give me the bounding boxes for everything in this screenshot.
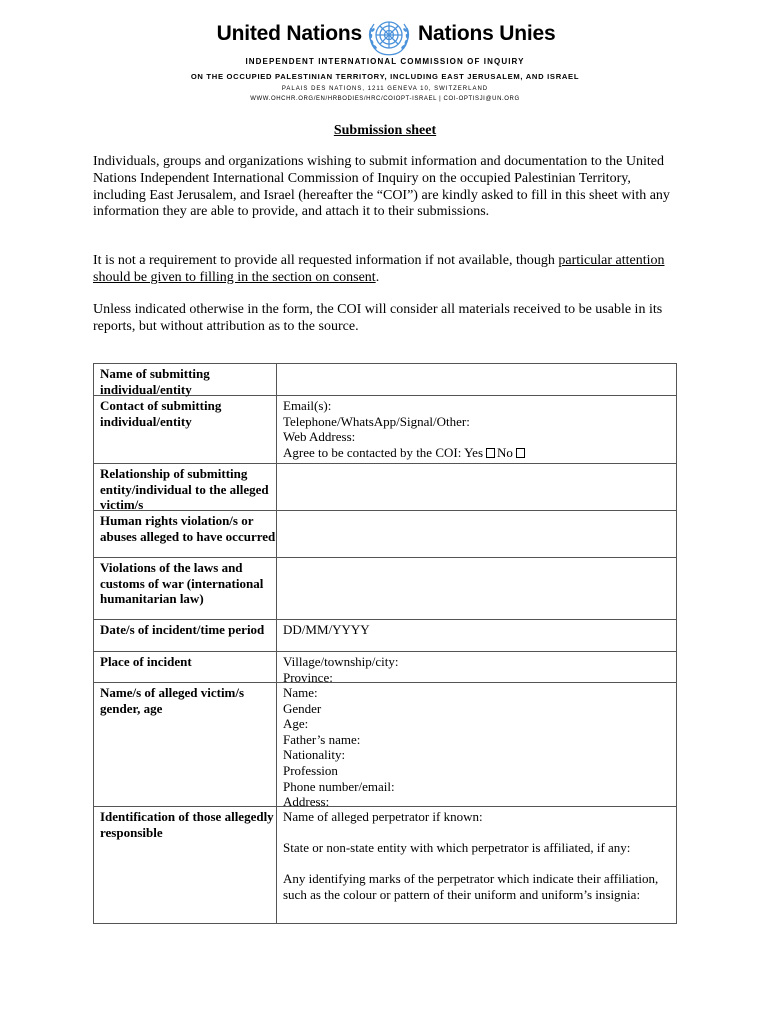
table-row bbox=[94, 558, 676, 620]
victims-field[interactable] bbox=[277, 683, 676, 810]
table-row bbox=[94, 807, 676, 923]
letterhead bbox=[0, 14, 770, 58]
date-format-hint: DD/MM/YYYY bbox=[283, 622, 370, 637]
village-field-label: Village/township/city: bbox=[283, 654, 399, 669]
yes-checkbox-icon[interactable] bbox=[486, 448, 495, 458]
row-label-ihl-violations: Violations of the laws and customs of war (international humanitarian law) bbox=[94, 558, 277, 619]
table-row bbox=[94, 683, 676, 810]
intro-paragraph: Individuals, groups and organizations wishing to submit information and documentation to the United Nations Independent International Commission of Inquiry on the occupied Palestinian Territory, including East Jerusalem, and Israel (hereafter the “COI”) are kindly asked to fill in this sheet with any information they are able to provide, and attach it to their submissions. bbox=[93, 154, 670, 220]
table-row bbox=[94, 396, 676, 464]
email-field-label: Email(s): bbox=[283, 398, 332, 413]
requirement-end: . bbox=[375, 269, 380, 285]
submitter-contact-field[interactable] bbox=[277, 396, 676, 463]
consent-emphasis: particular attention should be given to filling in the section on consent bbox=[93, 253, 665, 285]
victim-name-label: Name: bbox=[283, 685, 318, 700]
relationship-field[interactable] bbox=[277, 464, 676, 510]
victim-age-label: Age: bbox=[283, 716, 309, 732]
commission-mandate: ON THE OCCUPIED PALESTINIAN TERRITORY, INCLUDING EAST JERUSALEM, AND ISRAEL bbox=[190, 72, 580, 81]
victim-nationality-label: Nationality: bbox=[283, 747, 346, 763]
perpetrator-name-label: Name of alleged perpetrator if known: bbox=[283, 809, 483, 824]
web-address-field-label: Web Address: bbox=[283, 429, 356, 445]
row-label-relationship: Relationship of submitting entity/individual to the alleged victim/s bbox=[94, 464, 277, 510]
victim-phone-email-label: Phone number/email: bbox=[283, 778, 395, 794]
table-row bbox=[94, 620, 676, 652]
victim-gender-label: Gender bbox=[283, 700, 322, 716]
page-title: Submission sheet bbox=[333, 123, 437, 138]
victim-address-label: Address: bbox=[283, 794, 330, 810]
postal-address: PALAIS DES NATIONS, 1211 GENEVA 10, SWITZERLAND bbox=[281, 86, 489, 92]
row-label-victims: Name/s of alleged victim/s gender, age bbox=[94, 683, 277, 806]
row-label-incident-place: Place of incident bbox=[94, 652, 277, 682]
org-name-fr: Nations Unies bbox=[418, 22, 556, 45]
submitter-name-field[interactable] bbox=[277, 364, 676, 395]
violations-field[interactable] bbox=[277, 511, 676, 557]
row-label-perpetrators: Identification of those allegedly responsible bbox=[94, 807, 277, 923]
no-option-label: No bbox=[497, 444, 513, 460]
incident-date-field[interactable] bbox=[277, 620, 676, 651]
requirement-text: It is not a requirement to provide all requested information if not available, though bbox=[93, 253, 559, 268]
perpetrator-affiliation-label: State or non-state entity with which perpetrator is affiliated, if any: bbox=[283, 840, 631, 856]
un-emblem-icon bbox=[365, 16, 413, 58]
submission-form-table bbox=[93, 363, 677, 924]
incident-place-field[interactable] bbox=[277, 652, 676, 685]
usage-paragraph: Unless indicated otherwise in the form, the COI will consider all materials received to be usable in its reports, but without attribution as to the source. bbox=[93, 302, 663, 334]
victim-profession-label: Profession bbox=[283, 762, 338, 778]
contact-line: WWW.OHCHR.ORG/EN/HRBODIES/HRC/COIOPT-ISRAEL | COI-OPTISJI@UN.ORG bbox=[250, 96, 520, 102]
contact-consent-prompt: Agree to be contacted by the COI: Yes bbox=[283, 444, 484, 460]
ihl-violations-field[interactable] bbox=[277, 558, 676, 619]
table-row bbox=[94, 652, 676, 683]
org-name-en: United Nations bbox=[216, 22, 362, 45]
requirement-paragraph bbox=[93, 253, 678, 287]
perpetrators-field[interactable] bbox=[277, 807, 676, 923]
telephone-field-label: Telephone/WhatsApp/Signal/Other: bbox=[283, 413, 470, 429]
perpetrator-marks-label: Any identifying marks of the perpetrator which indicate their affiliation, such as the colour or pattern of their uniform and uniform’s insignia: bbox=[283, 871, 659, 902]
row-label-incident-date: Date/s of incident/time period bbox=[94, 620, 277, 651]
table-row bbox=[94, 464, 676, 511]
table-row bbox=[94, 511, 676, 558]
row-label-violations: Human rights violation/s or abuses alleged to have occurred bbox=[94, 511, 277, 557]
commission-name: INDEPENDENT INTERNATIONAL COMMISSION OF INQUIRY bbox=[245, 57, 525, 66]
province-field-label: Province: bbox=[283, 669, 333, 685]
row-label-submitter-contact: Contact of submitting individual/entity bbox=[94, 396, 277, 463]
row-label-submitter-name: Name of submitting individual/entity bbox=[94, 364, 277, 395]
contact-consent-line bbox=[283, 445, 676, 461]
no-checkbox-icon[interactable] bbox=[516, 448, 525, 458]
victim-father-name-label: Father’s name: bbox=[283, 731, 361, 747]
table-row bbox=[94, 364, 676, 396]
